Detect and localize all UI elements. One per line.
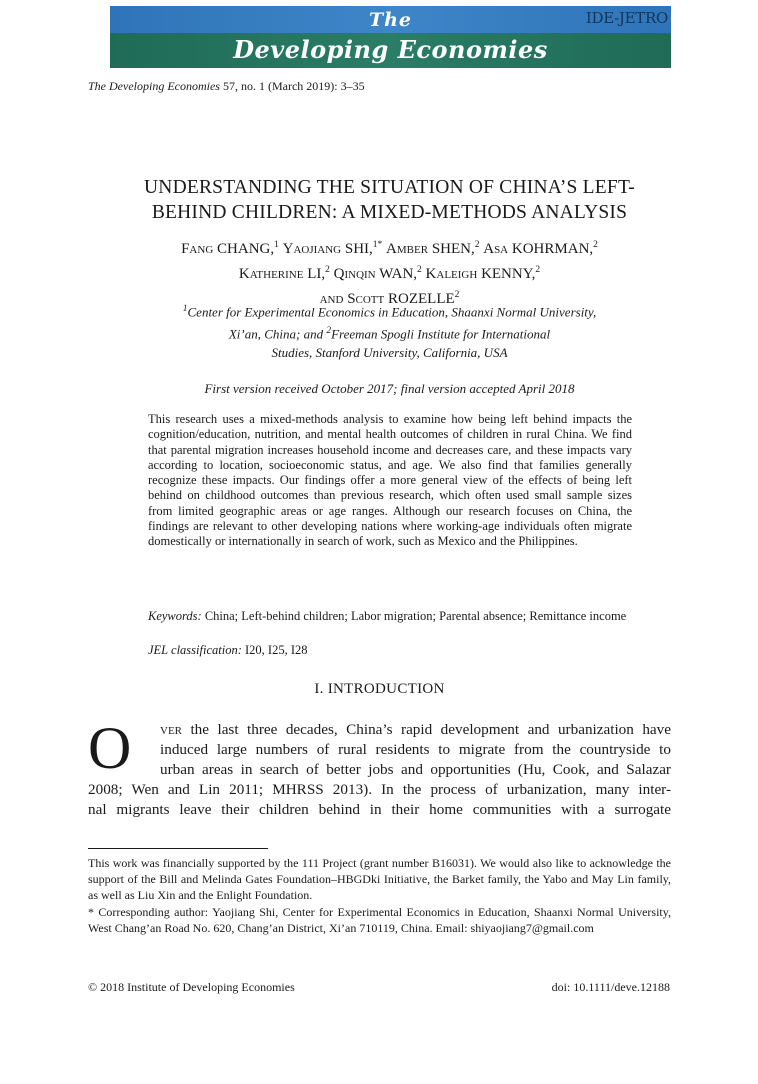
jel-text: I20, I25, I28 — [241, 643, 308, 657]
author-given: Scott — [347, 291, 385, 307]
paper-title — [100, 175, 679, 225]
footnote-rule — [88, 848, 268, 849]
author-family: KOHRMAN — [511, 241, 590, 257]
author-given: Yaojiang — [282, 241, 342, 257]
author-given: Qinqin — [333, 266, 376, 282]
journal-banner — [110, 6, 671, 68]
jel-label: JEL classification: — [148, 643, 242, 657]
affil-text-2: Xi’an, China; and — [228, 326, 327, 342]
affil-text-1: Center for Experimental Economics in Education, Shaanxi Normal University, — [187, 304, 597, 320]
banner-the: The — [368, 9, 413, 31]
title-line-2: BEHIND CHILDREN: A MIXED-METHODS ANALYSIS — [151, 202, 628, 223]
funding-note: This work was financially supported by the 111 Project (grant number B16031). We would also like to acknowledge the support of the Bill and Melinda Gates Foundation–HBGDki Initiative, the Barket family, the Yabo and May Lin family, as well as Liu Xin and the Enlight Foundation. — [88, 856, 671, 903]
author-given: Katherine — [238, 266, 304, 282]
publisher-logo: IDE-JETRO — [585, 9, 668, 27]
copyright: © 2018 Institute of Developing Economies — [88, 980, 295, 994]
author-affil-sup: 2 — [454, 290, 460, 300]
author-affil-sup: 1* — [372, 240, 383, 250]
citation-line — [88, 79, 365, 94]
keywords-label: Keywords: — [148, 609, 202, 623]
abstract: This research uses a mixed-methods analysis to examine how being left behind impacts the cognition/education, nutrition, and mental health outcomes of children in rural China. We find that parental migration increases household income and decreases care, and these impacts vary according to location, socioeconomic status, and age. We also find that families generally recognize these impacts. Our findings offer a more general view of the effects of being left behind on childhood outcomes than previous research, which often used small sample sizes from limited geographic areas or age ranges. Although our research focuses on China, the findings are relevant to other developing nations where working-age individuals often migrate domestically or internationally in search of work, such as Mexico and the Philippines. — [148, 412, 632, 549]
author-list — [100, 235, 679, 310]
author-family: LI — [307, 266, 322, 282]
intro-line-4: 2008; Wen and Lin 2011; MHRSS 2013). In the process of urbanization, many inter- — [88, 781, 671, 798]
author-affil-sup: 2 — [593, 240, 598, 250]
keywords — [148, 609, 632, 624]
author-given: Amber — [386, 241, 429, 257]
author-given: Asa — [483, 241, 509, 257]
affil-sup-2: 2 — [326, 325, 332, 336]
intro-line-2: induced large numbers of rural residents to migrate from the countryside to — [160, 741, 671, 758]
citation-details: 57, no. 1 (March 2019): 3–35 — [219, 79, 365, 93]
affil-line-1 — [100, 300, 679, 322]
corresponding-note: * Corresponding author: Yaojiang Shi, Center for Experimental Economics in Education, Shaanxi Normal University, West Chang’an Road No. 620, Chang’an District, Xi’an 710119, China. Email: shiyaojiang7@gmail.com — [88, 904, 671, 935]
author-family: CHANG — [217, 241, 271, 257]
intro-line-1 — [160, 720, 671, 740]
author-family: SHEN — [431, 241, 471, 257]
affil-line-3: Studies, Stanford University, California, USA — [271, 344, 508, 360]
author-given: Kaleigh — [425, 266, 478, 282]
author-affil-sup: 2 — [535, 265, 541, 275]
author-affil-sup: 2 — [325, 265, 330, 275]
author-given: Fang — [181, 241, 214, 257]
author-family: ROZELLE — [388, 291, 455, 307]
author-line-1: Fang CHANG,$^1$ Yaojiang SHI,$^{1*}$ Amber SHEN,$^2$ Asa KOHRMAN,$^2$ — [181, 240, 598, 257]
drop-cap: O — [88, 715, 132, 781]
author-family: SHI — [344, 241, 370, 257]
author-affil-sup: 2 — [417, 265, 422, 275]
affil-sup-1: 1 — [182, 304, 188, 314]
intro-line-1-text: the last three decades, China’s rapid development and urbanization have — [182, 721, 671, 738]
banner-journal-title: Developing Economies — [233, 35, 548, 64]
author-family: WAN — [379, 266, 414, 282]
affil-line-2 — [100, 322, 679, 344]
intro-line-5: nal migrants leave their children behind in their home communities with a surrogate — [88, 801, 671, 818]
footnotes — [88, 855, 671, 936]
author-conjunction: and — [319, 291, 344, 307]
doi: doi: 10.1111/deve.12188 — [551, 980, 670, 994]
author-family: KENNY — [481, 266, 532, 282]
citation-journal: The Developing Economies — [88, 79, 220, 93]
intro-line-3: urban areas in search of better jobs and opportunities (Hu, Cook, and Salazar — [160, 761, 671, 778]
author-line-2: Katherine LI,$^2$ Qinqin WAN,$^2$ Kaleigh KENNY,$^2$ — [238, 265, 541, 282]
jel-classification — [148, 643, 632, 658]
received-dates: First version received October 2017; final version accepted April 2018 — [204, 381, 575, 396]
title-line-1: UNDERSTANDING THE SITUATION OF CHINA’S LEFT- — [144, 177, 635, 198]
keywords-text: China; Left-behind children; Labor migration; Parental absence; Remittance income — [201, 609, 627, 623]
author-affil-sup: 2 — [474, 240, 480, 250]
author-affil-sup: 1 — [274, 240, 279, 250]
affiliations — [100, 300, 679, 362]
intro-smallcaps: ver — [160, 721, 182, 738]
section-heading: I. INTRODUCTION — [314, 681, 445, 697]
affil-text-3: Freeman Spogli Institute for International — [331, 326, 551, 342]
